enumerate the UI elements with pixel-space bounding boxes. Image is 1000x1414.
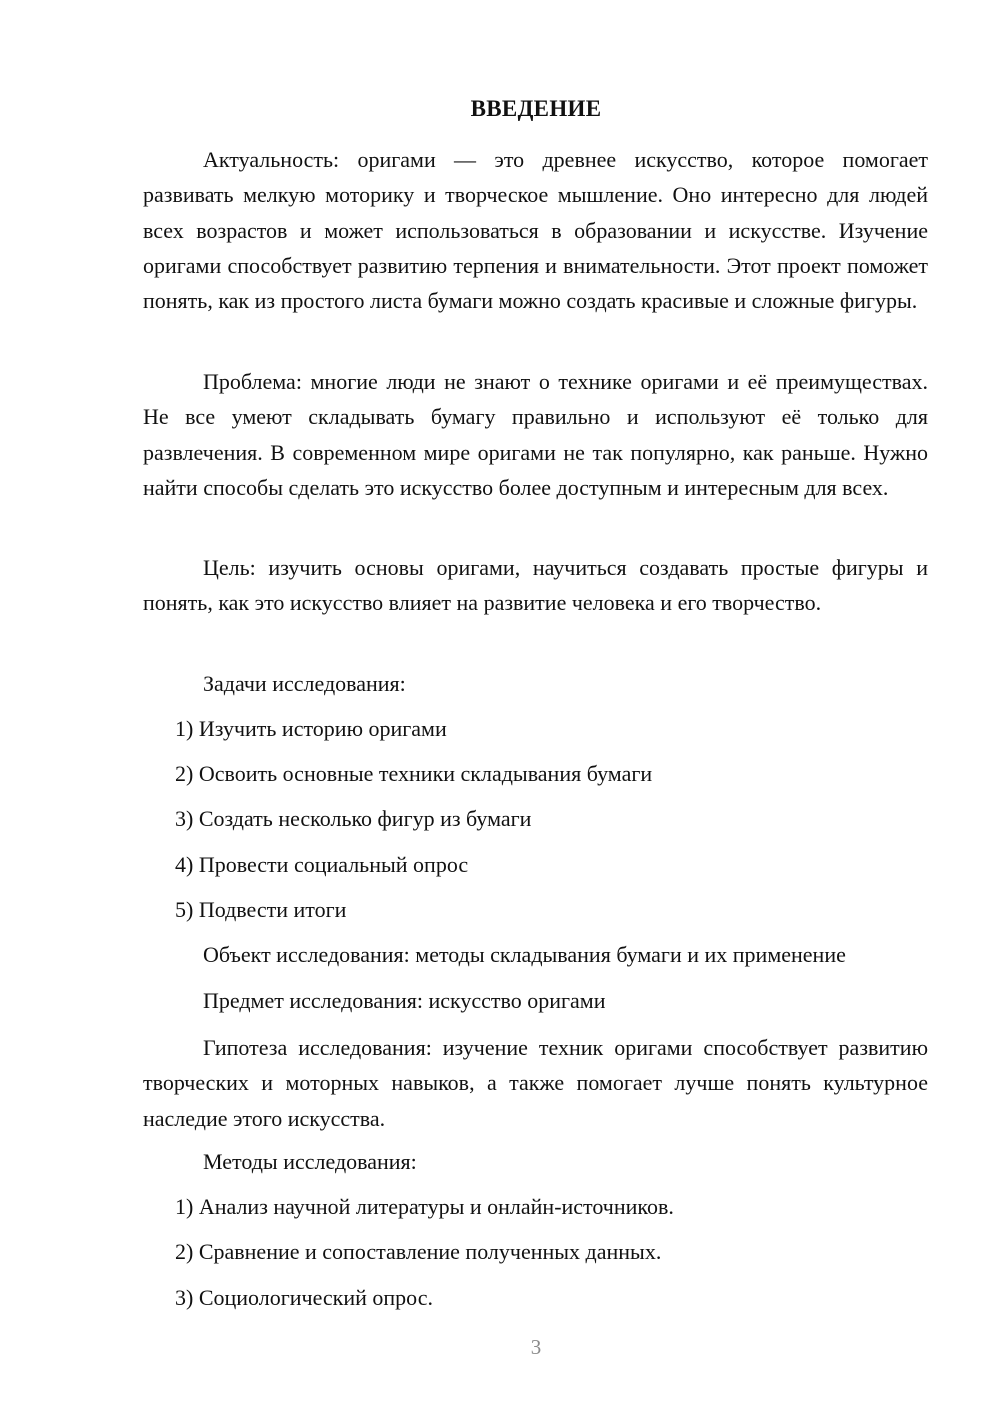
task-item: 4) Провести социальный опрос [175, 852, 469, 877]
relevance-paragraph: Актуальность: оригами — это древнее искусство, которое помогает развивать мелкую моторику и творческое мышление. Оно интересно для людей всех возрастов и может использоваться в образовании и искусстве. Изучение оригами способствует развитию терпения и внимательности. Этот проект поможет понять, как из простого листа бумаги можно создать красивые и сложные фигуры. [143, 147, 928, 314]
page-number: 3 [530, 1335, 542, 1359]
task-item: 2) Освоить основные техники складывания бумаги [175, 761, 653, 786]
problem-paragraph: Проблема: многие люди не знают о технике оригами и её преимуществах. Не все умеют складывать бумагу правильно и используют её только для развлечения. В современном мире оригами не так популярно, как раньше. Нужно найти способы сделать это искусство более доступным и интересным для всех. [143, 369, 928, 500]
research-object: Объект исследования: методы складывания бумаги и их применение [203, 942, 846, 967]
task-item: 5) Подвести итоги [175, 897, 347, 922]
tasks-title: Задачи исследования: [203, 671, 406, 696]
hypothesis-paragraph: Гипотеза исследования: изучение техник оригами способствует развитию творческих и моторных навыков, а также помогает лучше понять культурное наследие этого искусства. [143, 1035, 928, 1131]
section-heading: ВВЕДЕНИЕ [470, 96, 602, 121]
task-item: 3) Создать несколько фигур из бумаги [175, 806, 532, 831]
task-item: 1) Изучить историю оригами [175, 716, 447, 741]
goal-paragraph: Цель: изучить основы оригами, научиться создавать простые фигуры и понять, как это искусство влияет на развитие человека и его творчество. [143, 555, 928, 616]
method-item: 3) Социологический опрос. [175, 1285, 433, 1310]
method-item: 2) Сравнение и сопоставление полученных данных. [175, 1239, 662, 1264]
method-item: 1) Анализ научной литературы и онлайн-источников. [175, 1194, 674, 1219]
research-subject: Предмет исследования: искусство оригами [203, 988, 606, 1013]
methods-title: Методы исследования: [203, 1149, 417, 1174]
